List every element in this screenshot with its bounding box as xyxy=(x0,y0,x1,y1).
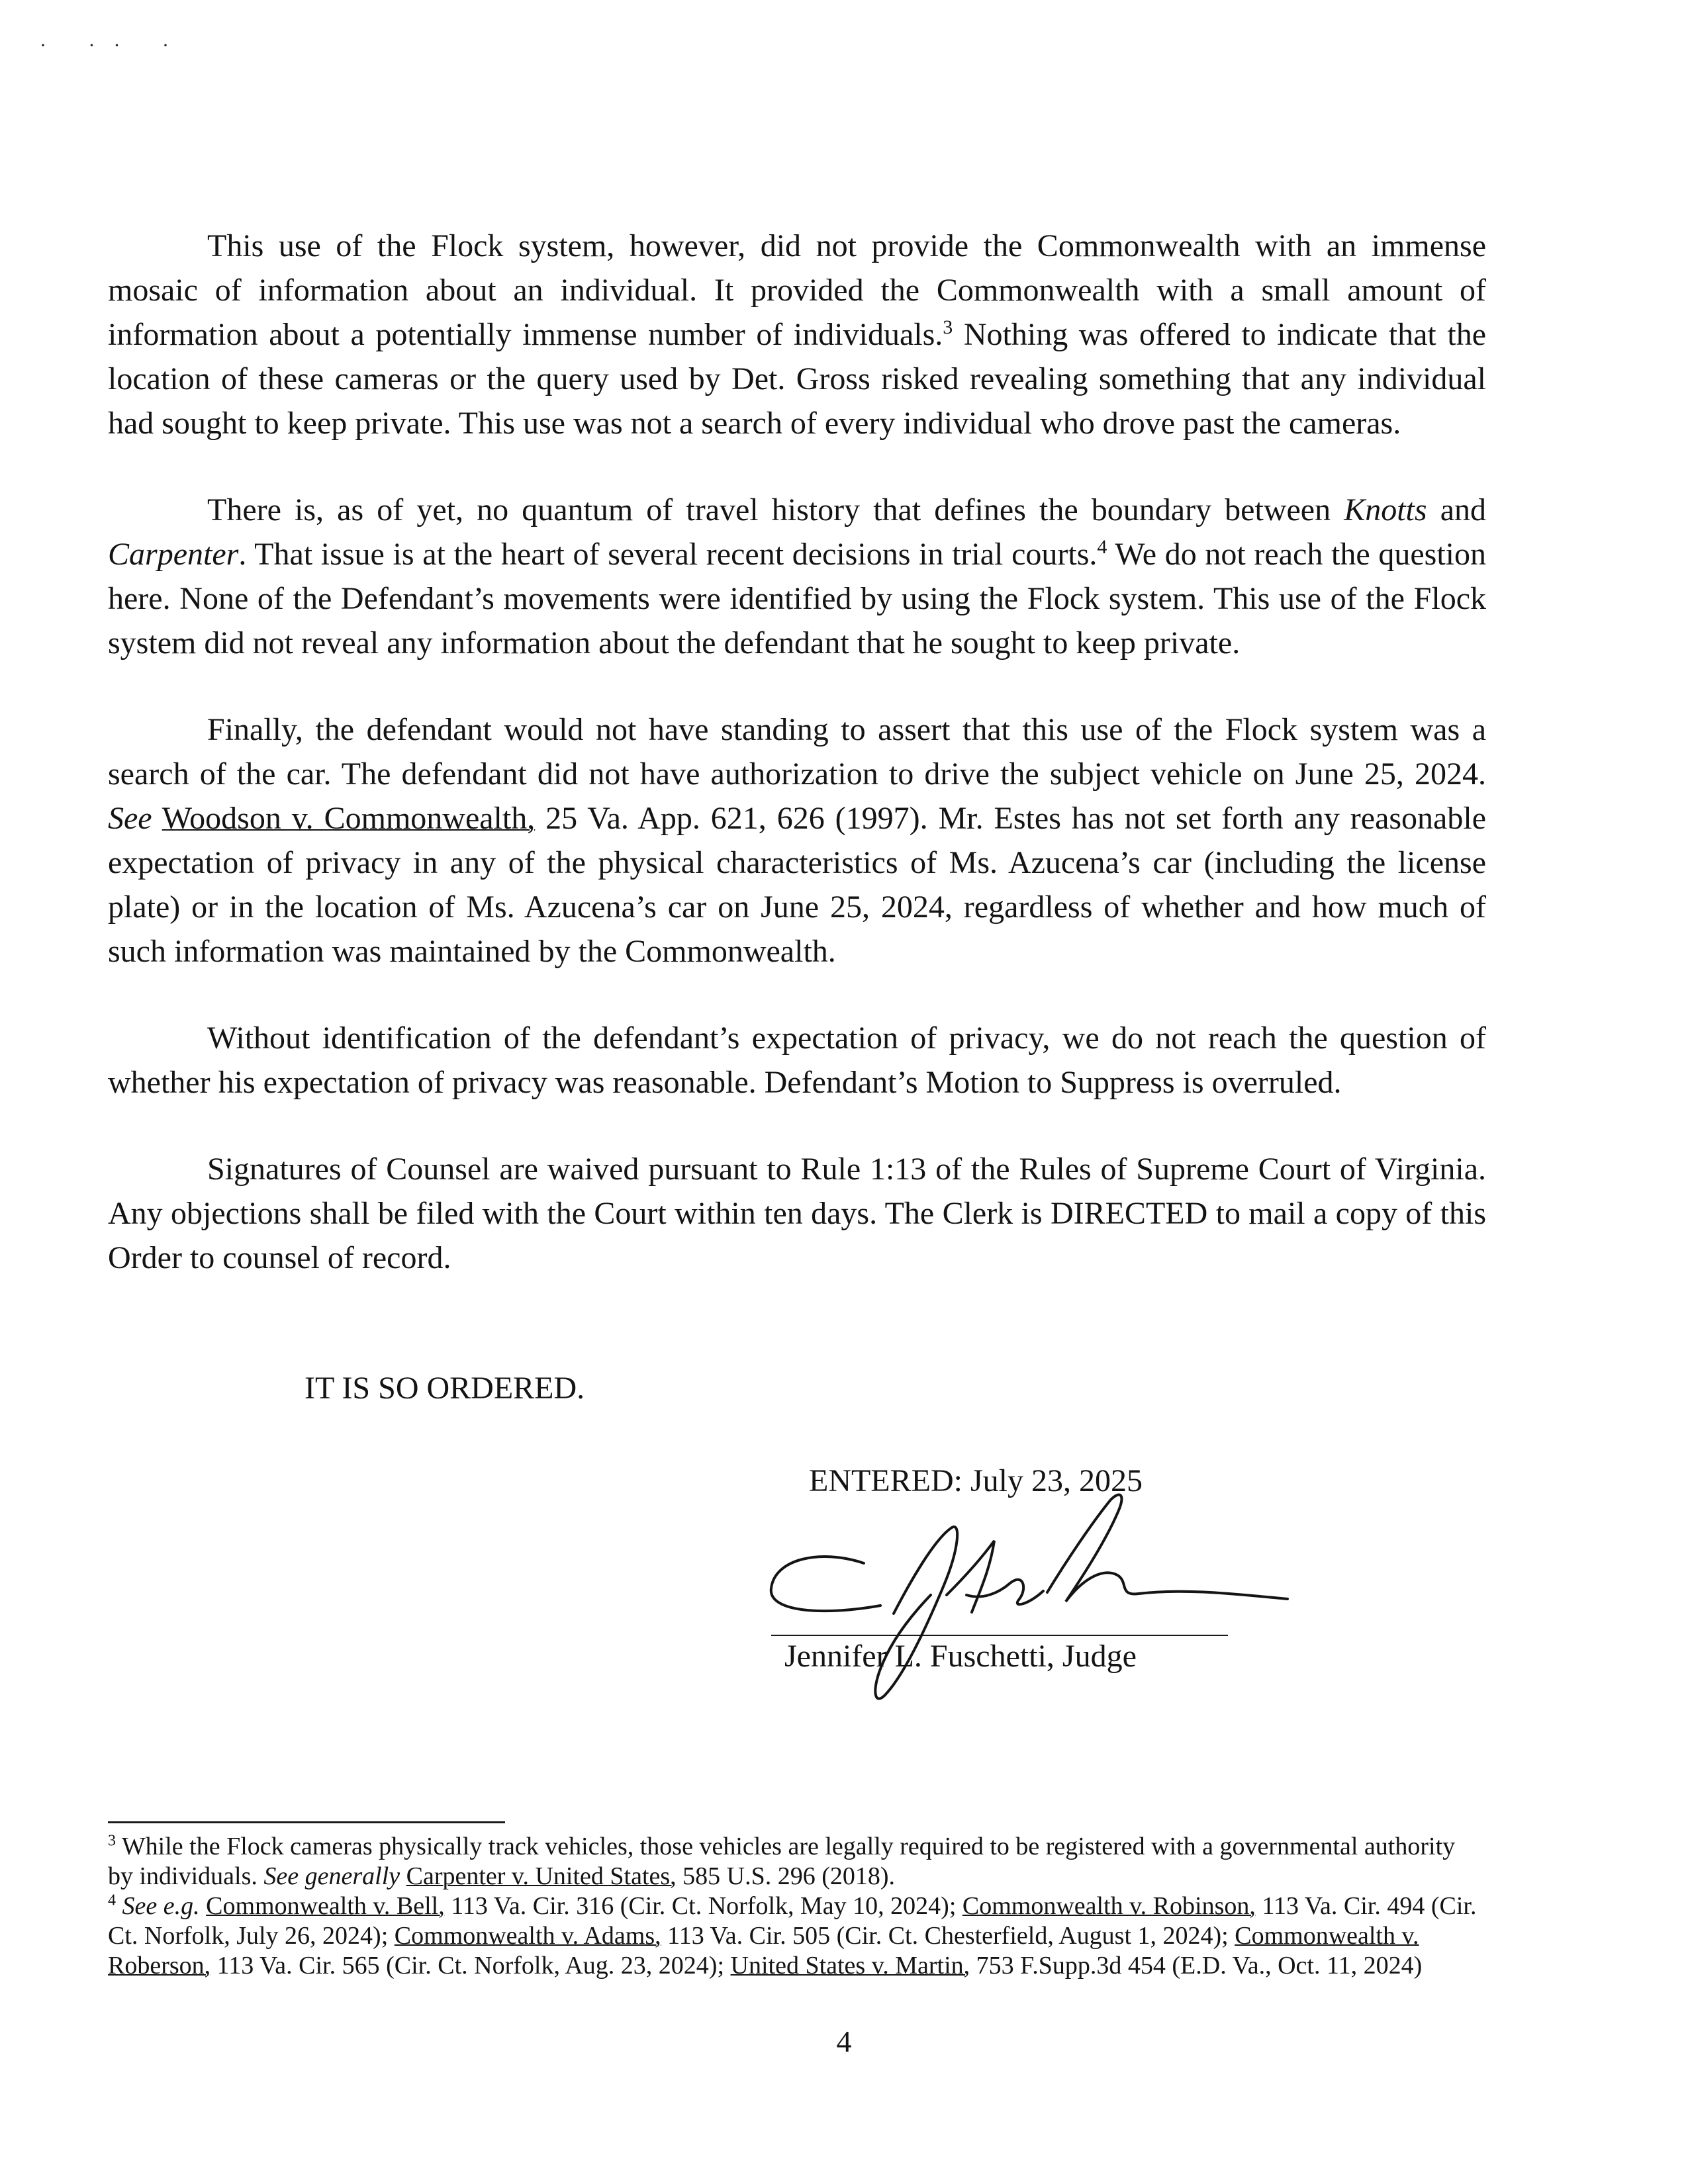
footnote-number-3: 3 xyxy=(108,1832,116,1850)
footnote-3: $^3$ While the Flock cameras physically track vehicles, those vehicles are legally required to be registered with a governmental authority by individuals. See generally Carpenter v. United States, 585 U.S. 296 (2018). xyxy=(108,1832,1456,1890)
paragraph-signatures-waived: Signatures of Counsel are waived pursuant to Rule 1:13 of the Rules of Supreme Court of Virginia. Any objections shall be filed with the Court within ten days. The Clerk is DIRECTED to mail a copy of this Order to counsel of record. xyxy=(108,1152,1486,1275)
footnote-number-4: 4 xyxy=(108,1891,116,1909)
case-name-knotts: Knotts xyxy=(1344,492,1427,527)
paragraph-motion-overruled: Without identification of the defendant’s expectation of privacy, we do not reach the question of whether his expectation of privacy was reasonable. Defendant’s Motion to Suppress is overruled. xyxy=(108,1021,1486,1100)
case-citation-martin: United States v. Martin, xyxy=(730,1952,970,1979)
scan-artifact-marks: · ·· · xyxy=(40,34,187,56)
signal-see-generally: See generally xyxy=(263,1862,400,1890)
judge-signature xyxy=(748,1476,1297,1741)
judge-name: Jennifer L. Fuschetti, Judge xyxy=(784,1639,1137,1674)
case-citation-carpenter: Carpenter v. United States, xyxy=(406,1862,677,1890)
case-citation-bell: Commonwealth v. Bell, xyxy=(206,1892,445,1920)
case-citation-woodson: Woodson v. Commonwealth, xyxy=(162,801,536,836)
footnote-4: $^4$ See e.g. Commonwealth v. Bell, 113 Va. Cir. 316 (Cir. Ct. Norfolk, May 10, 2024); Commonwealth v. Robinson, 113 Va. Cir. 494 (Cir. Ct. Norfolk, July 26, 2024); Commonwealth v. Adams, 113 Va. Cir. 505 (Cir. Ct. Chesterfield, August 1, 2024); Commonwealth v. Roberson, 113 Va. Cir. 565 (Cir. Ct. Norfolk, Aug. 23, 2024); United States v. Martin, 753 F.Supp.3d 454 (E.D. Va., Oct. 11, 2024) xyxy=(108,1891,1477,1979)
case-citation-roberson: Commonwealth v. Roberson, xyxy=(108,1922,1419,1979)
footnote-ref-3: 3 xyxy=(943,316,953,338)
entered-date: ENTERED: July 23, 2025 xyxy=(809,1463,1143,1498)
footnotes xyxy=(108,1832,1486,1981)
footnote-ref-4: 4 xyxy=(1097,536,1107,558)
case-citation-adams: Commonwealth v. Adams, xyxy=(394,1922,661,1950)
signal-see-eg: See e.g. xyxy=(122,1892,200,1920)
signal-see: See xyxy=(108,801,152,836)
paragraph-flock-mosaic: This use of the Flock system, however, did not provide the Commonwealth with an immense mosaic of information about an individual. It provided the Commonwealth with a small amount of information about a potentially immense number of individuals.$^3$ Nothing was offered to indicate that the location of these cameras or the query used by Det. Gross risked revealing something that any individual had sought to keep private. This use was not a search of every individual who drove past the cameras. xyxy=(108,228,1486,441)
case-name-carpenter: Carpenter xyxy=(108,537,239,572)
case-citation-robinson: Commonwealth v. Robinson, xyxy=(962,1892,1256,1920)
footnote-separator xyxy=(108,1821,505,1823)
page-number: 4 xyxy=(836,2025,852,2058)
so-ordered: IT IS SO ORDERED. xyxy=(305,1371,585,1406)
paragraph-standing: Finally, the defendant would not have standing to assert that this use of the Flock system was a search of the car. The defendant did not have authorization to drive the subject vehicle on June 25, 2024. See Woodson v. Commonwealth, 25 Va. App. 621, 626 (1997). Mr. Estes has not set forth any reasonable expectation of privacy in any of the physical characteristics of Ms. Azucena’s car (including the license plate) or in the location of Ms. Azucena’s car on June 25, 2024, regardless of whether and how much of such information was maintained by the Commonwealth. xyxy=(108,712,1486,969)
order-body xyxy=(108,224,1486,1280)
paragraph-knotts-carpenter: There is, as of yet, no quantum of travel history that defines the boundary between Knotts and Carpenter. That issue is at the heart of several recent decisions in trial courts.$^4$ We do not reach the question here. None of the Defendant’s movements were identified by using the Flock system. This use of the Flock system did not reveal any information about the defendant that he sought to keep private. xyxy=(108,492,1487,660)
